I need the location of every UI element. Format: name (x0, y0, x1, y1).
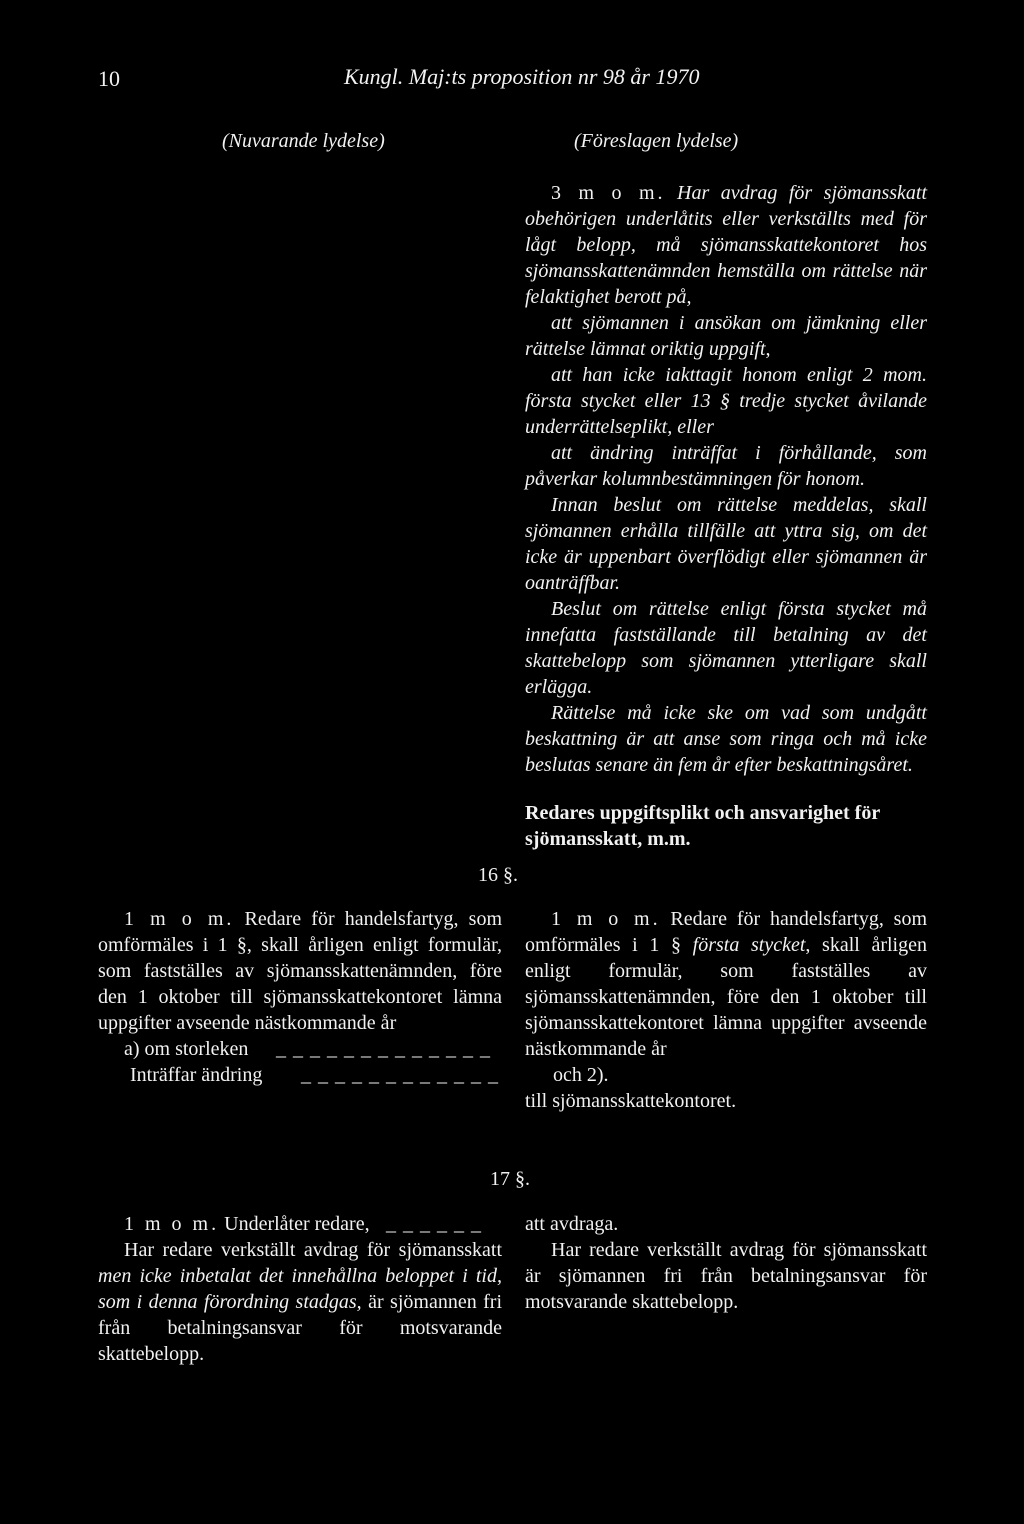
right-mom3-block (525, 180, 927, 778)
line-a-dashes: _ _ _ _ _ _ _ _ _ _ _ _ _ (276, 1038, 491, 1060)
left-column-heading: (Nuvarande lydelse) (222, 130, 385, 152)
right-mom3-item3: att ändring inträffat i förhållande, som påverkar kolumnbestämningen för honom. (525, 442, 927, 490)
right-mom3-lead (525, 180, 927, 310)
section-16-label: 16 §. (478, 864, 518, 886)
line1-dashes: _ _ _ _ _ _ (386, 1213, 482, 1235)
section16-left (98, 906, 502, 1088)
section17-right (525, 1211, 927, 1315)
section17-right-paragraph: Har redare verkställt avdrag för sjömansskatt är sjömannen fri från betalningsansvar för motsvarande skattebelopp. (525, 1239, 927, 1313)
line-b-dashes: _ _ _ _ _ _ _ _ _ _ _ _ (301, 1064, 499, 1086)
section16-left-line-a (98, 1036, 502, 1062)
line-b-text: Inträffar ändring (130, 1064, 263, 1086)
mom-label: 1 m o m. (124, 908, 235, 930)
p-after: är sjömannen fri från betalningsansvar för motsvarande skattebelopp. (98, 1291, 502, 1365)
right-section-heading: Redares uppgiftsplikt och ansvarighet för sjömansskatt, m.m. (525, 802, 880, 850)
mom-label: 3 m o m. (551, 182, 666, 204)
p-before: Har redare verkställt avdrag för sjömansskatt (124, 1239, 502, 1261)
right-column-heading: (Föreslagen lydelse) (574, 130, 739, 152)
section-17-label: 17 §. (490, 1168, 530, 1190)
running-title: Kungl. Maj:ts proposition nr 98 år 1970 (344, 64, 700, 89)
section16-left-line-b (98, 1062, 502, 1088)
mom-label: 1 m o m. (124, 1213, 220, 1235)
right-mom3-paragraph4: Rättelse må icke ske om vad som undgått beskattning är att anse som ringa och må icke beslutas senare än fem år efter beskattningsåret. (525, 702, 927, 776)
mom-label: 1 m o m. (551, 908, 661, 930)
section16-right-line-a: och 2). (553, 1064, 609, 1086)
section17-left-line1 (98, 1211, 502, 1237)
section17-left-paragraph (98, 1237, 502, 1367)
p-italic: men icke inbetalat det innehållna beloppet i tid, som i denna förordning stadgas, (98, 1265, 502, 1313)
line1-text: Underlåter redare, (224, 1213, 370, 1235)
right-mom3-lead-text: Har avdrag för sjömansskatt obehörigen underlåtits eller verkställts med för lågt belopp, må sjömansskattekontoret hos sjömansskattenämnden hemställa om rättelse när felaktighet berott på, (525, 182, 927, 308)
section16-left-paragraph (98, 906, 502, 1036)
section16-right (525, 906, 927, 1114)
text-after: , skall årligen enligt formulär, som fastställes av sjömansskattenämnden, före den 1 oktober till sjömansskattekontoret lämna uppgifter avseende nästkommande år (525, 934, 927, 1060)
right-mom3-paragraph3: Beslut om rättelse enligt första stycket må innefatta fastställande till betalning av det skattebelopp som sjömannen ytterligare skall erlägga. (525, 598, 927, 698)
section16-right-paragraph (525, 906, 927, 1062)
right-mom3-item2: att han icke iakttagit honom enligt 2 mom. första stycket eller 13 § tredje stycket åvilande underrättelseplikt, eller (525, 364, 927, 438)
line-a-text: a) om storleken (124, 1038, 249, 1060)
line1 (124, 1211, 370, 1237)
section17-right-line1: att avdraga. (525, 1213, 619, 1235)
right-mom3-item1: att sjömannen i ansökan om jämkning eller rättelse lämnat oriktig uppgift, (525, 312, 927, 360)
section16-right-line-b: till sjömansskattekontoret. (525, 1090, 737, 1112)
section16-left-text: Redare för handelsfartyg, som omförmäles i 1 §, skall årligen enligt formulär, som fastställes av sjömansskattenämnden, före den 1 oktober till sjömansskattekontoret lämna uppgifter avseende nästkommande år (98, 908, 503, 1034)
text-before: Redare för handelsfartyg, som omförmäles i 1 § (525, 908, 928, 956)
page-number: 10 (98, 66, 120, 91)
section17-left (98, 1211, 502, 1367)
right-mom3-paragraph2: Innan beslut om rättelse meddelas, skall sjömannen erhålla tillfälle att yttra sig, om det icke är uppenbart överflödigt eller sjömannen är oanträffbar. (525, 494, 927, 594)
text-italic: första stycket (692, 934, 806, 956)
